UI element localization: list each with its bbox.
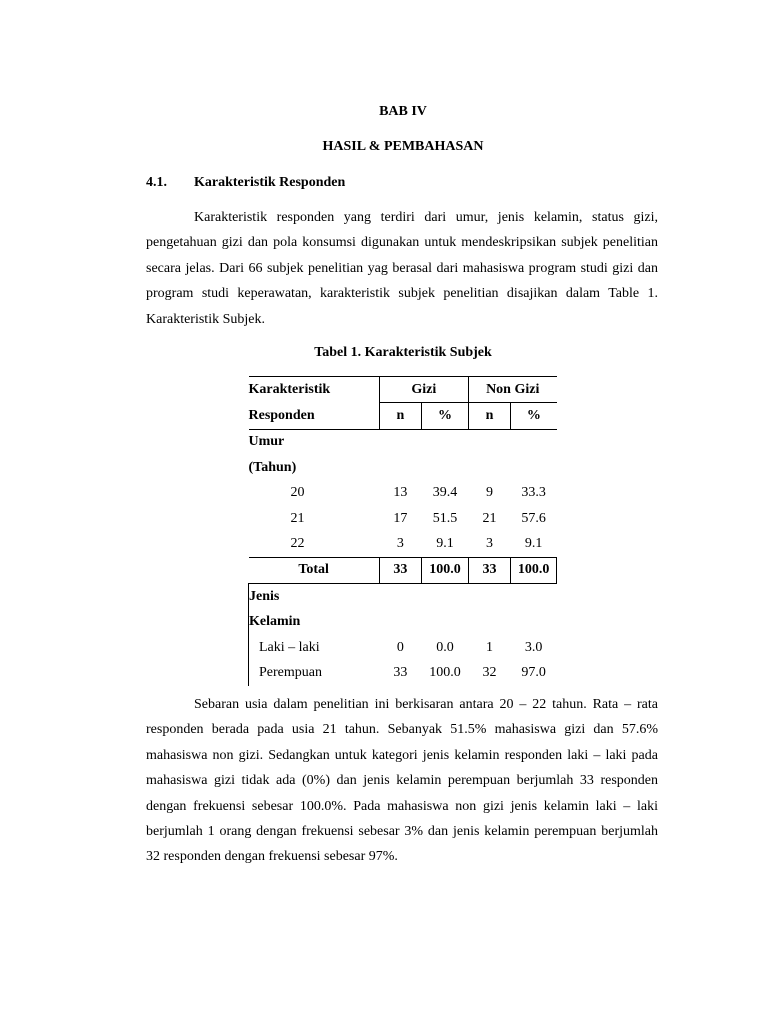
cell-non-gizi-pct: 57.6 [521, 510, 546, 526]
cell-gizi-pct: 0.0 [436, 639, 454, 655]
cell-non-gizi-n: 32 [482, 664, 497, 680]
header-characteristic: Karakteristik [249, 377, 380, 403]
cell-gizi-pct: 100.0 [429, 664, 461, 680]
group-label-umur: Umur [248, 434, 285, 450]
intro-paragraph: Karakteristik responden yang terdiri dari umur, jenis kelamin, status gizi, pengetahuan gizi dan pola konsumsi digunakan untuk mendeskripsikan subjek penelitian secara jelas. Dari 66 subjek penelitian yag berasal dari mahasiswa program studi gizi dan program studi keperawatan, karakteristik subjek penelitian disajikan dalam Table 1. Karakteristik Subjek. [146, 210, 658, 327]
cell-non-gizi-n: 21 [482, 510, 497, 526]
total-label: Total [249, 557, 380, 583]
table-row [249, 635, 557, 660]
header-group-gizi: Gizi [379, 377, 468, 403]
row-label: 20 [290, 485, 305, 501]
row-label: 21 [290, 510, 305, 526]
cell-gizi-pct: 39.4 [432, 485, 458, 501]
header-gizi-pct: % [422, 403, 469, 429]
total-non-gizi-pct: 100.0 [511, 557, 557, 583]
cell-non-gizi-pct: 33.3 [521, 485, 546, 501]
total-gizi-n: 33 [379, 557, 421, 583]
row-label: Perempuan [249, 660, 380, 685]
chapter-title: HASIL & PEMBAHASAN [322, 139, 484, 154]
group-label-row [249, 429, 557, 455]
group-label-kelamin: Kelamin [249, 610, 380, 635]
table-subheader-row [249, 403, 557, 429]
cell-non-gizi-pct: 9.1 [524, 536, 543, 552]
group-label-jenis: Jenis [249, 584, 380, 610]
cell-non-gizi-n: 1 [486, 639, 494, 655]
cell-gizi-pct: 51.5 [432, 510, 458, 526]
total-non-gizi-n: 33 [468, 557, 510, 583]
table-header-row [249, 377, 557, 403]
row-label: 22 [290, 536, 305, 552]
row-label: Laki – laki [249, 635, 380, 660]
cell-gizi-n: 17 [393, 510, 408, 526]
header-gizi-n: n [379, 403, 421, 429]
header-non-gizi-pct: % [511, 403, 557, 429]
cell-non-gizi-n: 9 [486, 485, 494, 501]
characteristics-table [248, 376, 557, 686]
group-label-tahun: (Tahun) [248, 459, 297, 475]
cell-gizi-pct: 9.1 [436, 536, 454, 552]
cell-non-gizi-pct: 3.0 [524, 639, 543, 655]
group-label-row [249, 584, 557, 610]
header-group-non-gizi: Non Gizi [468, 377, 556, 403]
group-label-row [249, 455, 557, 480]
group-label-row [249, 610, 557, 635]
header-respondent: Responden [249, 403, 380, 429]
cell-gizi-n: 13 [393, 485, 408, 501]
chapter-heading: BAB IV [379, 104, 427, 119]
table-row [249, 481, 557, 506]
header-non-gizi-n: n [468, 403, 510, 429]
table-row [249, 506, 557, 531]
section-number: 4.1. [146, 175, 167, 190]
table-caption: Tabel 1. Karakteristik Subjek [314, 345, 492, 360]
total-row [249, 557, 557, 583]
cell-non-gizi-n: 3 [486, 536, 494, 552]
total-gizi-pct: 100.0 [422, 557, 469, 583]
cell-gizi-n: 33 [393, 664, 408, 680]
cell-non-gizi-pct: 97.0 [521, 664, 546, 680]
table-row [249, 660, 557, 685]
table-row [249, 531, 557, 557]
cell-gizi-n: 3 [396, 536, 404, 552]
cell-gizi-n: 0 [396, 639, 404, 655]
section-title: Karakteristik Responden [194, 175, 346, 190]
discussion-paragraph: Sebaran usia dalam penelitian ini berkisaran antara 20 – 22 tahun. Rata – rata responden berada pada usia 21 tahun. Sebanyak 51.5% mahasiswa gizi dan 57.6% mahasiswa non gizi. Sedangkan untuk kategori jenis kelamin responden laki – laki pada mahasiswa gizi tidak ada (0%) dan jenis kelamin perempuan berjumlah 33 responden dengan frekuensi sebesar 100.0%. Pada mahasiswa non gizi jenis kelamin laki – laki berjumlah 1 orang dengan frekuensi sebesar 3% dan jenis kelamin perempuan berjumlah 32 responden dengan frekuensi sebesar 97%. [146, 697, 658, 865]
